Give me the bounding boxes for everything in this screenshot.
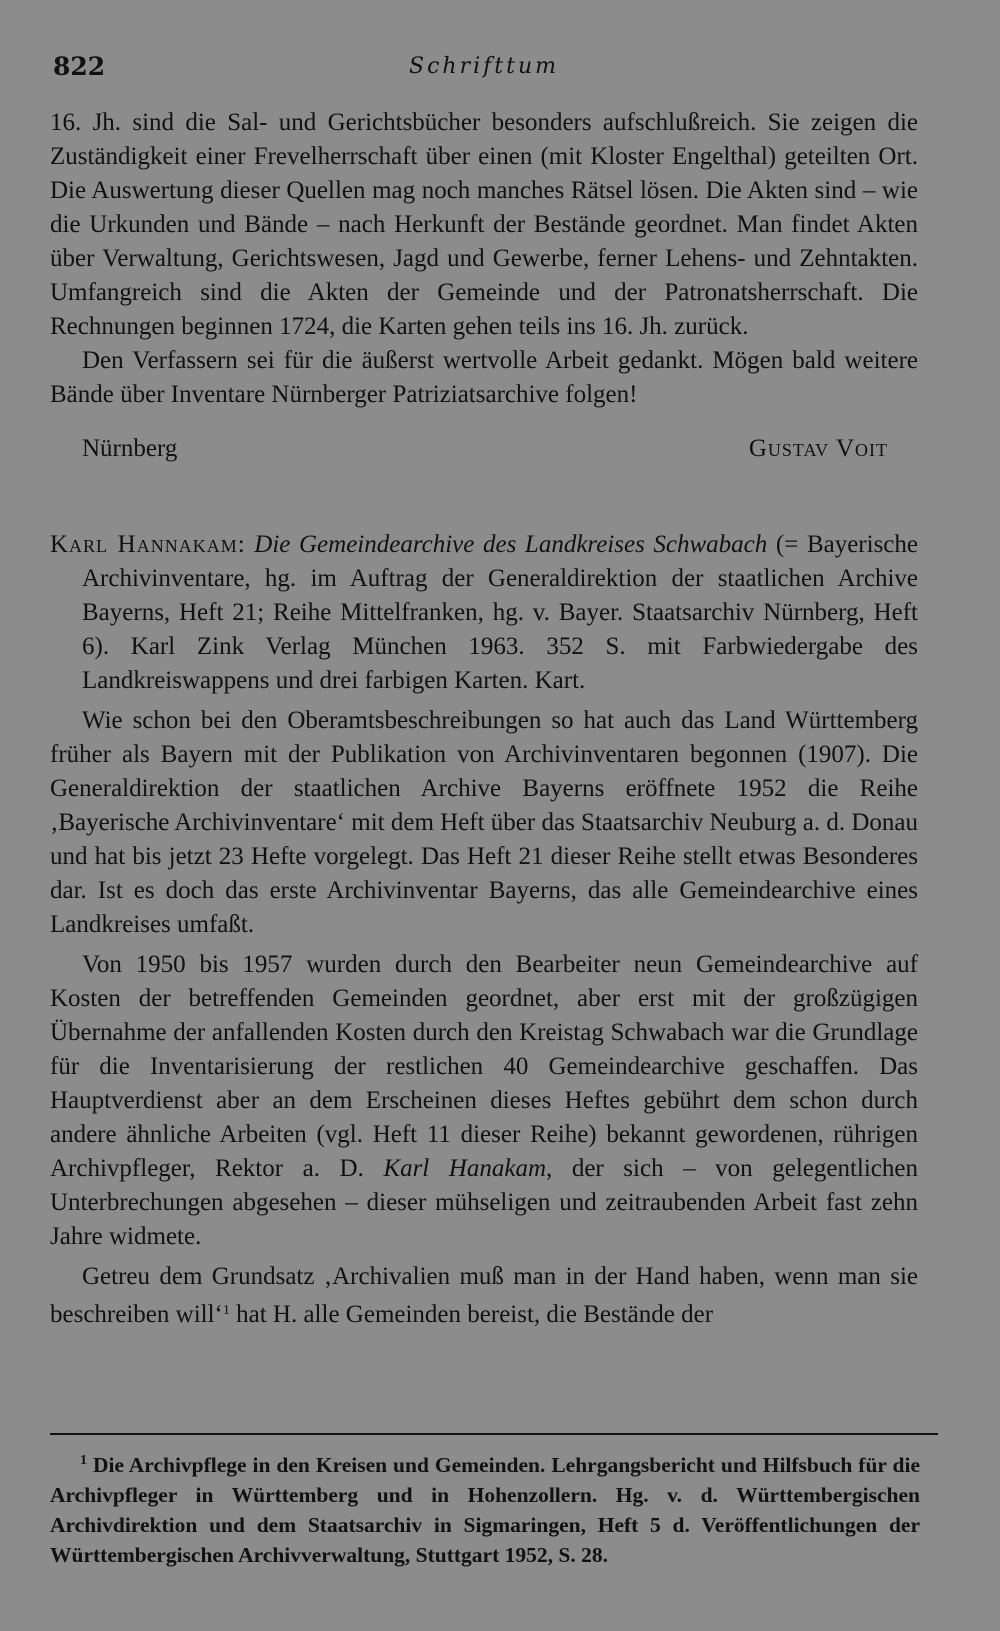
footnotes	[50, 1446, 920, 1570]
review2-paragraph-2-name: Karl Hanakam	[383, 1155, 547, 1182]
review2-paragraph-3	[50, 1260, 918, 1332]
review2-paragraph-2-part-b: , der sich – von gelegentlichen Unterbrechungen abgesehen – dieser mühseligen und zeitraubenden Arbeit fast zehn Jahre widmete.	[50, 1155, 919, 1250]
signature-reviewer: Gustav Voit	[748, 435, 888, 462]
review2-paragraph-3-part-b: hat H. alle Gemeinden bereist, die Bestände der	[229, 1301, 714, 1328]
footnote-1	[50, 1446, 920, 1570]
review2-paragraph-3-part-a: Getreu dem Grundsatz ‚Archivalien muß man in der Hand haben, wenn man sie beschreiben will‘	[50, 1263, 918, 1328]
review2-paragraph-2	[50, 948, 918, 1254]
review2-bibliography: (= Bayerische Archivinventare, hg. im Auftrag der Generaldirektion der staatlichen Archive Bayerns, Heft 21; Reihe Mittelfranken, hg. v. Bayer. Staatsarchiv Nürnberg, Heft 6). Karl Zink Verlag München 1963. 352 S. mit Farbwiedergabe des Landkreiswappens und drei farbigen Karten. Kart.	[82, 531, 918, 694]
footnote-text: Die Archivpflege in den Kreisen und Gemeinden. Lehrgangsbericht und Hilfsbuch für die Archivpfleger in Württemberg und in Hohenzollern. Hg. v. d. Württembergischen Archivdirektion und dem Staatsarchiv in Sigmaringen, Heft 5 d. Veröffentlichungen der Württembergischen Archivverwaltung, Stuttgart 1952, S. 28.	[50, 1453, 920, 1567]
main-text	[50, 106, 918, 1332]
footnote-reference: 1	[222, 1303, 230, 1318]
review2-author: Karl Hannakam:	[50, 531, 246, 558]
running-head: Schrifttum	[409, 54, 559, 79]
page-header	[53, 52, 915, 92]
review2-heading	[50, 528, 918, 698]
signature-place: Nürnberg	[82, 435, 178, 462]
footnote-divider	[50, 1433, 938, 1435]
review1-signature	[50, 432, 918, 466]
review1-paragraph-1: 16. Jh. sind die Sal- und Gerichtsbücher besonders aufschlußreich. Sie zeigen die Zuständigkeit einer Frevelherrschaft über einen (mit Kloster Engelthal) geteilten Ort. Die Auswertung dieser Quellen mag noch manches Rätsel lösen. Die Akten sind – wie die Urkunden und Bände – nach Herkunft der Bestände geordnet. Man findet Akten über Verwaltung, Gerichtswesen, Jagd und Gewerbe, ferner Lehens- und Zehntakten. Umfangreich sind die Akten der Gemeinde und der Patronatsherrschaft. Die Rechnungen beginnen 1724, die Karten gehen teils ins 16. Jh. zurück.	[50, 109, 918, 340]
footnote-marker: 1	[80, 1453, 87, 1468]
page-number: 822	[53, 52, 106, 81]
review2-paragraph-1: Wie schon bei den Oberamtsbeschreibungen so hat auch das Land Württemberg früher als Bayern mit der Publikation von Archivinventaren begonnen (1907). Die Generaldirektion der staatlichen Archive Bayerns eröffnete 1952 die Reihe ‚Bayerische Archivinventare‘ mit dem Heft über das Staatsarchiv Neuburg a. d. Donau und hat bis jetzt 23 Hefte vorgelegt. Das Heft 21 dieser Reihe stellt etwas Besonderes dar. Ist es doch das erste Archivinventar Bayerns, das alle Gemeindearchive eines Landkreises umfaßt.	[50, 707, 919, 938]
review2-title: Die Gemeindearchive des Landkreises Schwabach	[254, 531, 768, 558]
review1-paragraph-2: Den Verfassern sei für die äußerst wertvolle Arbeit gedankt. Mögen bald weitere Bände über Inventare Nürnberger Patriziatsarchive folgen!	[50, 347, 918, 408]
review2-paragraph-2-part-a: Von 1950 bis 1957 wurden durch den Bearbeiter neun Gemeindearchive auf Kosten der betreffenden Gemeinden geordnet, aber erst mit der großzügigen Übernahme der anfallenden Kosten durch den Kreistag Schwabach war die Grundlage für die Inventarisierung der restlichen 40 Gemeindearchive geschaffen. Das Hauptverdienst aber an dem Erscheinen dieses Heftes gebührt dem schon durch andere ähnliche Arbeiten (vgl. Heft 11 dieser Reihe) bekannt gewordenen, rührigen Archivpfleger, Rektor a. D.	[50, 951, 918, 1182]
